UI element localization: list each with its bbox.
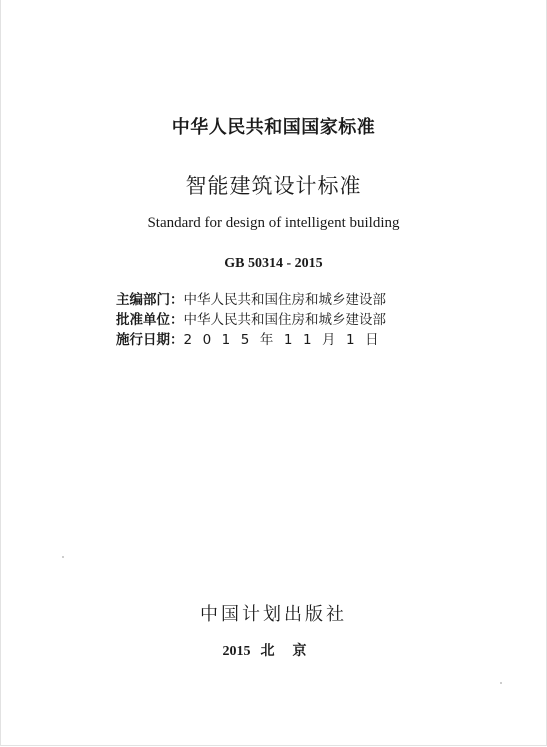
approval-unit-label: 批准单位： <box>116 312 184 328</box>
scan-speck <box>62 556 64 558</box>
standard-series-heading: 中华人民共和国国家标准 <box>171 117 376 138</box>
scan-speck <box>500 682 502 684</box>
publication-year: 2015 <box>222 644 251 659</box>
competent-department-value: 中华人民共和国住房和城乡建设部 <box>183 292 386 308</box>
standard-metadata <box>116 290 389 350</box>
standard-code: GB 50314 - 2015 <box>224 256 323 271</box>
competent-department-row <box>116 290 389 310</box>
title-english: Standard for design of intelligent building <box>147 215 400 231</box>
approval-unit-row <box>116 310 389 330</box>
competent-department-label: 主编部门： <box>116 292 184 308</box>
effective-date-label: 施行日期： <box>116 332 184 348</box>
effective-date-row <box>116 330 389 350</box>
publication-city: 北京 <box>260 643 325 659</box>
publication-line <box>0 640 547 660</box>
effective-date-value: 2015年11月1日 <box>183 332 390 348</box>
approval-unit-value: 中华人民共和国住房和城乡建设部 <box>183 312 386 328</box>
title-chinese: 智能建筑设计标准 <box>185 174 362 198</box>
publisher-name: 中国计划出版社 <box>200 604 347 625</box>
